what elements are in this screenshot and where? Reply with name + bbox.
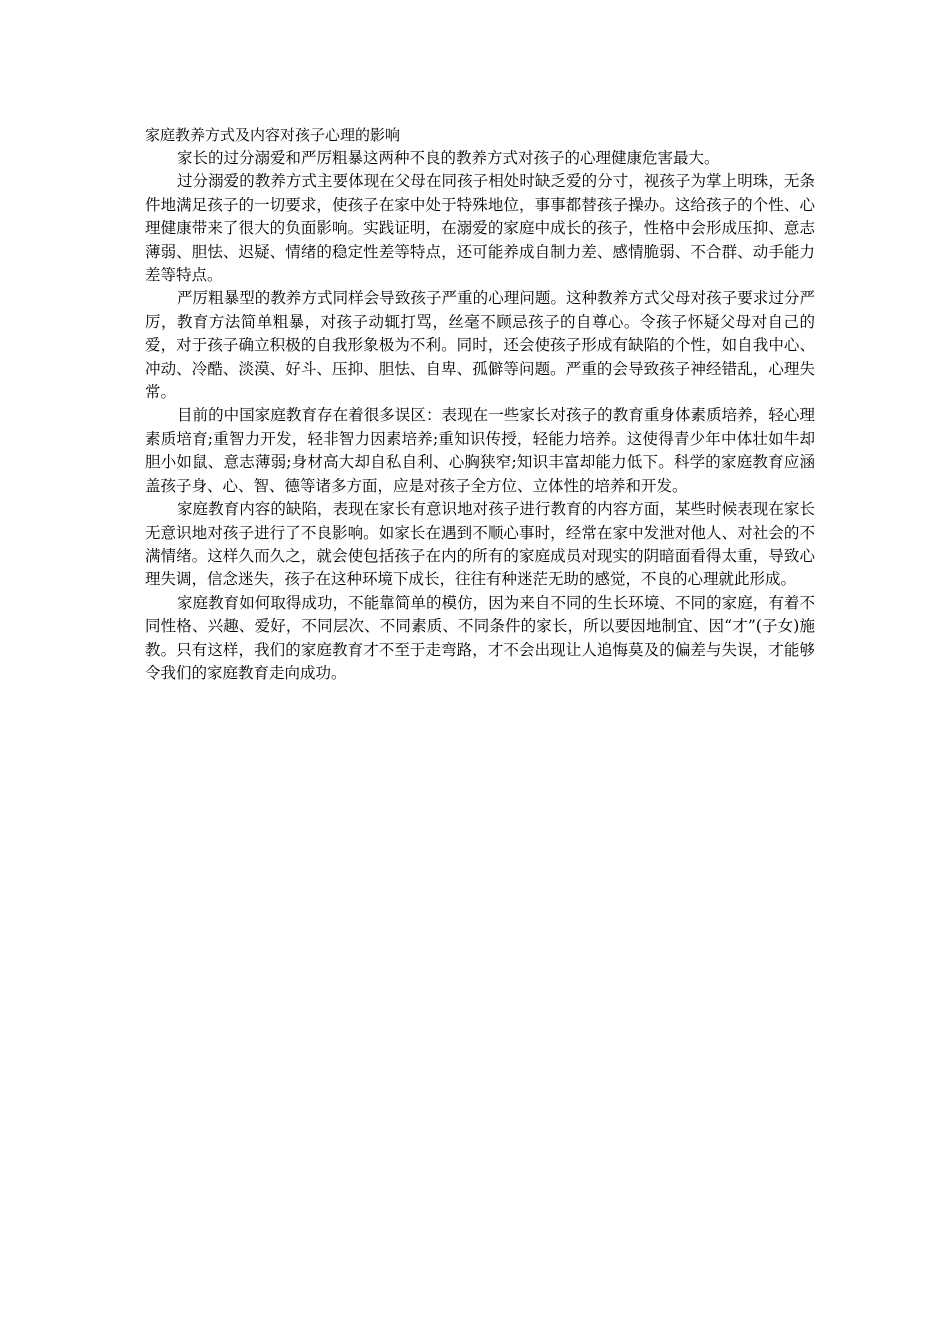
paragraph-6: 家庭教育如何取得成功，不能靠简单的模仿，因为来自不同的生长环境、不同的家庭，有着不同性格、兴趣、爱好，不同层次、不同素质、不同条件的家长，所以要因地制宜、因“才”(子女)施教。只有这样，我们的家庭教育才不至于走弯路，才不会出现让人追悔莫及的偏差与失误，才能够令我们的家庭教育走向成功。 [145, 593, 815, 682]
paragraph-2: 过分溺爱的教养方式主要体现在父母在同孩子相处时缺乏爱的分寸，视孩子为掌上明珠，无条件地满足孩子的一切要求，使孩子在家中处于特殊地位，事事都替孩子操办。这给孩子的个性、心理健康带来了很大的负面影响。实践证明，在溺爱的家庭中成长的孩子，性格中会形成压抑、意志薄弱、胆怯、迟疑、情绪的稳定性差等特点，还可能养成自制力差、感情脆弱、不合群、动手能力差等特点。 [145, 172, 815, 285]
document-title: 家庭教养方式及内容对孩子心理的影响 [145, 126, 401, 144]
paragraph-4: 目前的中国家庭教育存在着很多误区：表现在一些家长对孩子的教育重身体素质培养，轻心理素质培育;重智力开发，轻非智力因素培养;重知识传授，轻能力培养。这使得青少年中体壮如牛却胆小如鼠、意志薄弱;身材高大却自私自利、心胸狭窄;知识丰富却能力低下。科学的家庭教育应涵盖孩子身、心、智、德等诸多方面，应是对孩子全方位、立体性的培养和开发。 [145, 406, 815, 495]
paragraph-3: 严厉粗暴型的教养方式同样会导致孩子严重的心理问题。这种教养方式父母对孩子要求过分严厉，教育方法简单粗暴，对孩子动辄打骂，丝毫不顾忌孩子的自尊心。令孩子怀疑父母对自己的爱，对于孩子确立积极的自我形象极为不利。同时，还会使孩子形成有缺陷的个性，如自我中心、冲动、冷酷、淡漠、好斗、压抑、胆怯、自卑、孤僻等问题。严重的会导致孩子神经错乱，心理失常。 [145, 289, 815, 402]
document-body [145, 124, 815, 685]
paragraph-1: 家长的过分溺爱和严厉粗暴这两种不良的教养方式对孩子的心理健康危害最大。 [177, 149, 720, 167]
paragraph-5: 家庭教育内容的缺陷，表现在家长有意识地对孩子进行教育的内容方面，某些时候表现在家长无意识地对孩子进行了不良影响。如家长在遇到不顺心事时，经常在家中发泄对他人、对社会的不满情绪。这样久而久之，就会使包括孩子在内的所有的家庭成员对现实的阴暗面看得太重，导致心理失调，信念迷失，孩子在这种环境下成长，往往有种迷茫无助的感觉，不良的心理就此形成。 [145, 500, 815, 589]
